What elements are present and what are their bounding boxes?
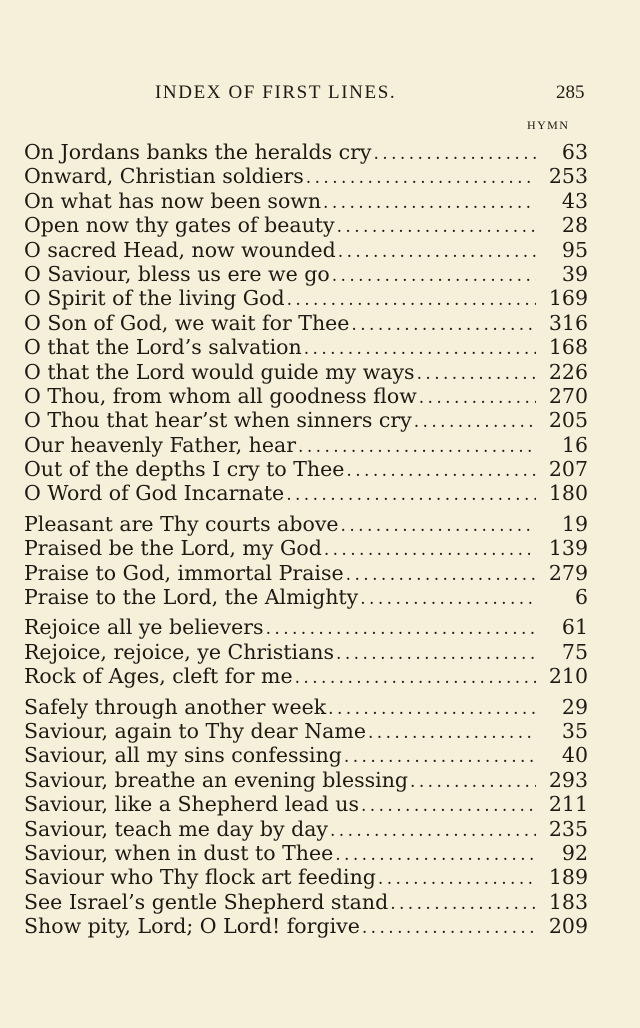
dot-leader [330, 819, 536, 841]
hymn-number: 253 [548, 164, 588, 189]
hymn-column-label: HYMN [527, 118, 570, 132]
first-line-text: O that the Lord’s salvation [24, 335, 302, 360]
dot-leader [378, 867, 536, 889]
hymn-number: 35 [561, 718, 588, 743]
hymn-number: 29 [561, 694, 588, 719]
dot-leader [346, 563, 536, 585]
hymn-number: 39 [561, 261, 588, 286]
dot-leader [306, 166, 536, 188]
first-line-text: Praise to God, immortal Praise [24, 560, 344, 585]
hymn-number: 210 [548, 664, 588, 689]
dot-leader [414, 410, 536, 432]
hymn-number: 75 [561, 639, 588, 664]
dot-leader [344, 745, 536, 767]
index-entry [24, 640, 588, 664]
index-entry [24, 213, 588, 237]
first-line-text: Saviour, like a Shepherd lead us [24, 792, 359, 817]
index-entry [24, 792, 588, 816]
dot-leader [295, 666, 536, 688]
hymn-number: 293 [548, 767, 588, 792]
index-entry [24, 164, 588, 188]
hymn-number: 209 [548, 914, 588, 939]
index-entry [24, 189, 588, 213]
first-line-text: Rejoice all ye believers [24, 615, 264, 640]
index-entry [24, 360, 588, 384]
hymn-number: 28 [561, 213, 588, 238]
hymn-number: 61 [561, 615, 588, 640]
first-line-text: Our heavenly Father, hear [24, 432, 297, 457]
dot-leader [298, 435, 536, 457]
first-line-text: Praise to the Lord, the Almighty [24, 585, 359, 610]
index-entry [24, 238, 588, 262]
dot-leader [286, 483, 536, 505]
index-entry [24, 890, 588, 914]
index-entry [24, 262, 588, 286]
first-line-text: Rejoice, rejoice, ye Christians [24, 639, 335, 664]
dot-leader [360, 587, 536, 609]
index-entry [24, 719, 588, 743]
dot-leader [337, 215, 536, 237]
index-entry [24, 335, 588, 359]
dot-leader [346, 459, 536, 481]
dot-leader [374, 142, 537, 164]
hymn-number: 226 [548, 359, 588, 384]
hymn-number: 180 [548, 481, 588, 506]
index-entry [24, 481, 588, 505]
dot-leader [336, 642, 536, 664]
first-line-text: See Israel’s gentle Shepherd stand [24, 889, 389, 914]
first-line-text: Show pity, Lord; O Lord! forgive [24, 914, 360, 939]
hymn-number: 205 [548, 408, 588, 433]
page-header [0, 80, 640, 110]
dot-leader [351, 313, 536, 335]
dot-leader [338, 240, 536, 262]
dot-leader [390, 892, 536, 914]
index-entries [24, 140, 588, 939]
hymn-number: 169 [548, 286, 588, 311]
hymn-number: 95 [561, 237, 588, 262]
hymn-number: 16 [561, 432, 588, 457]
index-entry [24, 664, 588, 688]
dot-leader [328, 697, 536, 719]
page-title: INDEX OF FIRST LINES. [155, 82, 397, 103]
index-entry [24, 140, 588, 164]
hymn-number: 139 [548, 536, 588, 561]
hymn-number: 270 [548, 383, 588, 408]
first-line-text: Rock of Ages, cleft for me [24, 664, 293, 689]
index-entry [24, 615, 588, 639]
index-entry [24, 743, 588, 767]
hymn-number: 168 [548, 335, 588, 360]
dot-leader [419, 386, 536, 408]
first-line-text: O sacred Head, now wounded [24, 237, 336, 262]
first-line-text: O Saviour, bless us ere we go [24, 261, 330, 286]
first-line-text: Saviour, teach me day by day [24, 816, 328, 841]
first-line-text: On what has now been sown [24, 188, 322, 213]
hymn-number: 6 [574, 585, 588, 610]
hymn-number: 189 [548, 865, 588, 890]
dot-leader [368, 721, 536, 743]
dot-leader [362, 916, 536, 938]
index-entry [24, 311, 588, 335]
index-entry [24, 768, 588, 792]
index-entry [24, 536, 588, 560]
first-line-text: Saviour, when in dust to Thee [24, 840, 334, 865]
index-entry [24, 561, 588, 585]
dot-leader [304, 337, 536, 359]
first-line-text: Onward, Christian soldiers [24, 164, 304, 189]
hymn-number: 316 [548, 310, 588, 335]
index-entry [24, 384, 588, 408]
first-line-text: O Thou that hear’st when sinners cry [24, 408, 412, 433]
hymn-number: 279 [548, 560, 588, 585]
index-entry [24, 512, 588, 536]
index-entry [24, 457, 588, 481]
hymn-number: 207 [548, 457, 588, 482]
first-line-text: Praised be the Lord, my God [24, 536, 322, 561]
index-entry [24, 286, 588, 310]
first-line-text: Saviour, all my sins confessing [24, 743, 342, 768]
first-line-text: O Spirit of the living God [24, 286, 285, 311]
hymn-number: 235 [548, 816, 588, 841]
dot-leader [410, 770, 536, 792]
hymn-number: 43 [561, 188, 588, 213]
first-line-text: O Thou, from whom all goodness flow [24, 383, 417, 408]
dot-leader [323, 191, 536, 213]
first-line-text: On Jordans banks the heralds cry [24, 140, 372, 164]
dot-leader [287, 288, 536, 310]
hymn-number: 63 [561, 140, 588, 164]
first-line-text: O Word of God Incarnate [24, 481, 285, 506]
hymn-number: 19 [561, 511, 588, 536]
dot-leader [324, 538, 536, 560]
dot-leader [341, 514, 536, 536]
hymn-number: 92 [561, 840, 588, 865]
first-line-text: Out of the depths I cry to Thee [24, 457, 345, 482]
index-entry [24, 585, 588, 609]
index-entry [24, 695, 588, 719]
hymn-number: 211 [548, 792, 588, 817]
index-entry [24, 817, 588, 841]
first-line-text: O that the Lord would guide my ways [24, 359, 415, 384]
first-line-text: O Son of God, we wait for Thee [24, 310, 350, 335]
dot-leader [332, 264, 536, 286]
first-line-text: Open now thy gates of beauty [24, 213, 335, 238]
first-line-text: Pleasant are Thy courts above [24, 511, 339, 536]
first-line-text: Saviour, breathe an evening blessing [24, 767, 409, 792]
index-entry [24, 914, 588, 938]
index-entry [24, 408, 588, 432]
first-line-text: Safely through another week [24, 694, 327, 719]
dot-leader [417, 362, 536, 384]
hymn-number: 40 [561, 743, 588, 768]
dot-leader [266, 617, 536, 639]
first-line-text: Saviour, again to Thy dear Name [24, 718, 366, 743]
hymn-number: 183 [548, 889, 588, 914]
dot-leader [361, 794, 536, 816]
first-line-text: Saviour who Thy flock art feeding [24, 865, 376, 890]
page-number: 285 [556, 82, 585, 103]
index-entry [24, 841, 588, 865]
index-entry [24, 433, 588, 457]
dot-leader [335, 843, 536, 865]
index-entry [24, 865, 588, 889]
